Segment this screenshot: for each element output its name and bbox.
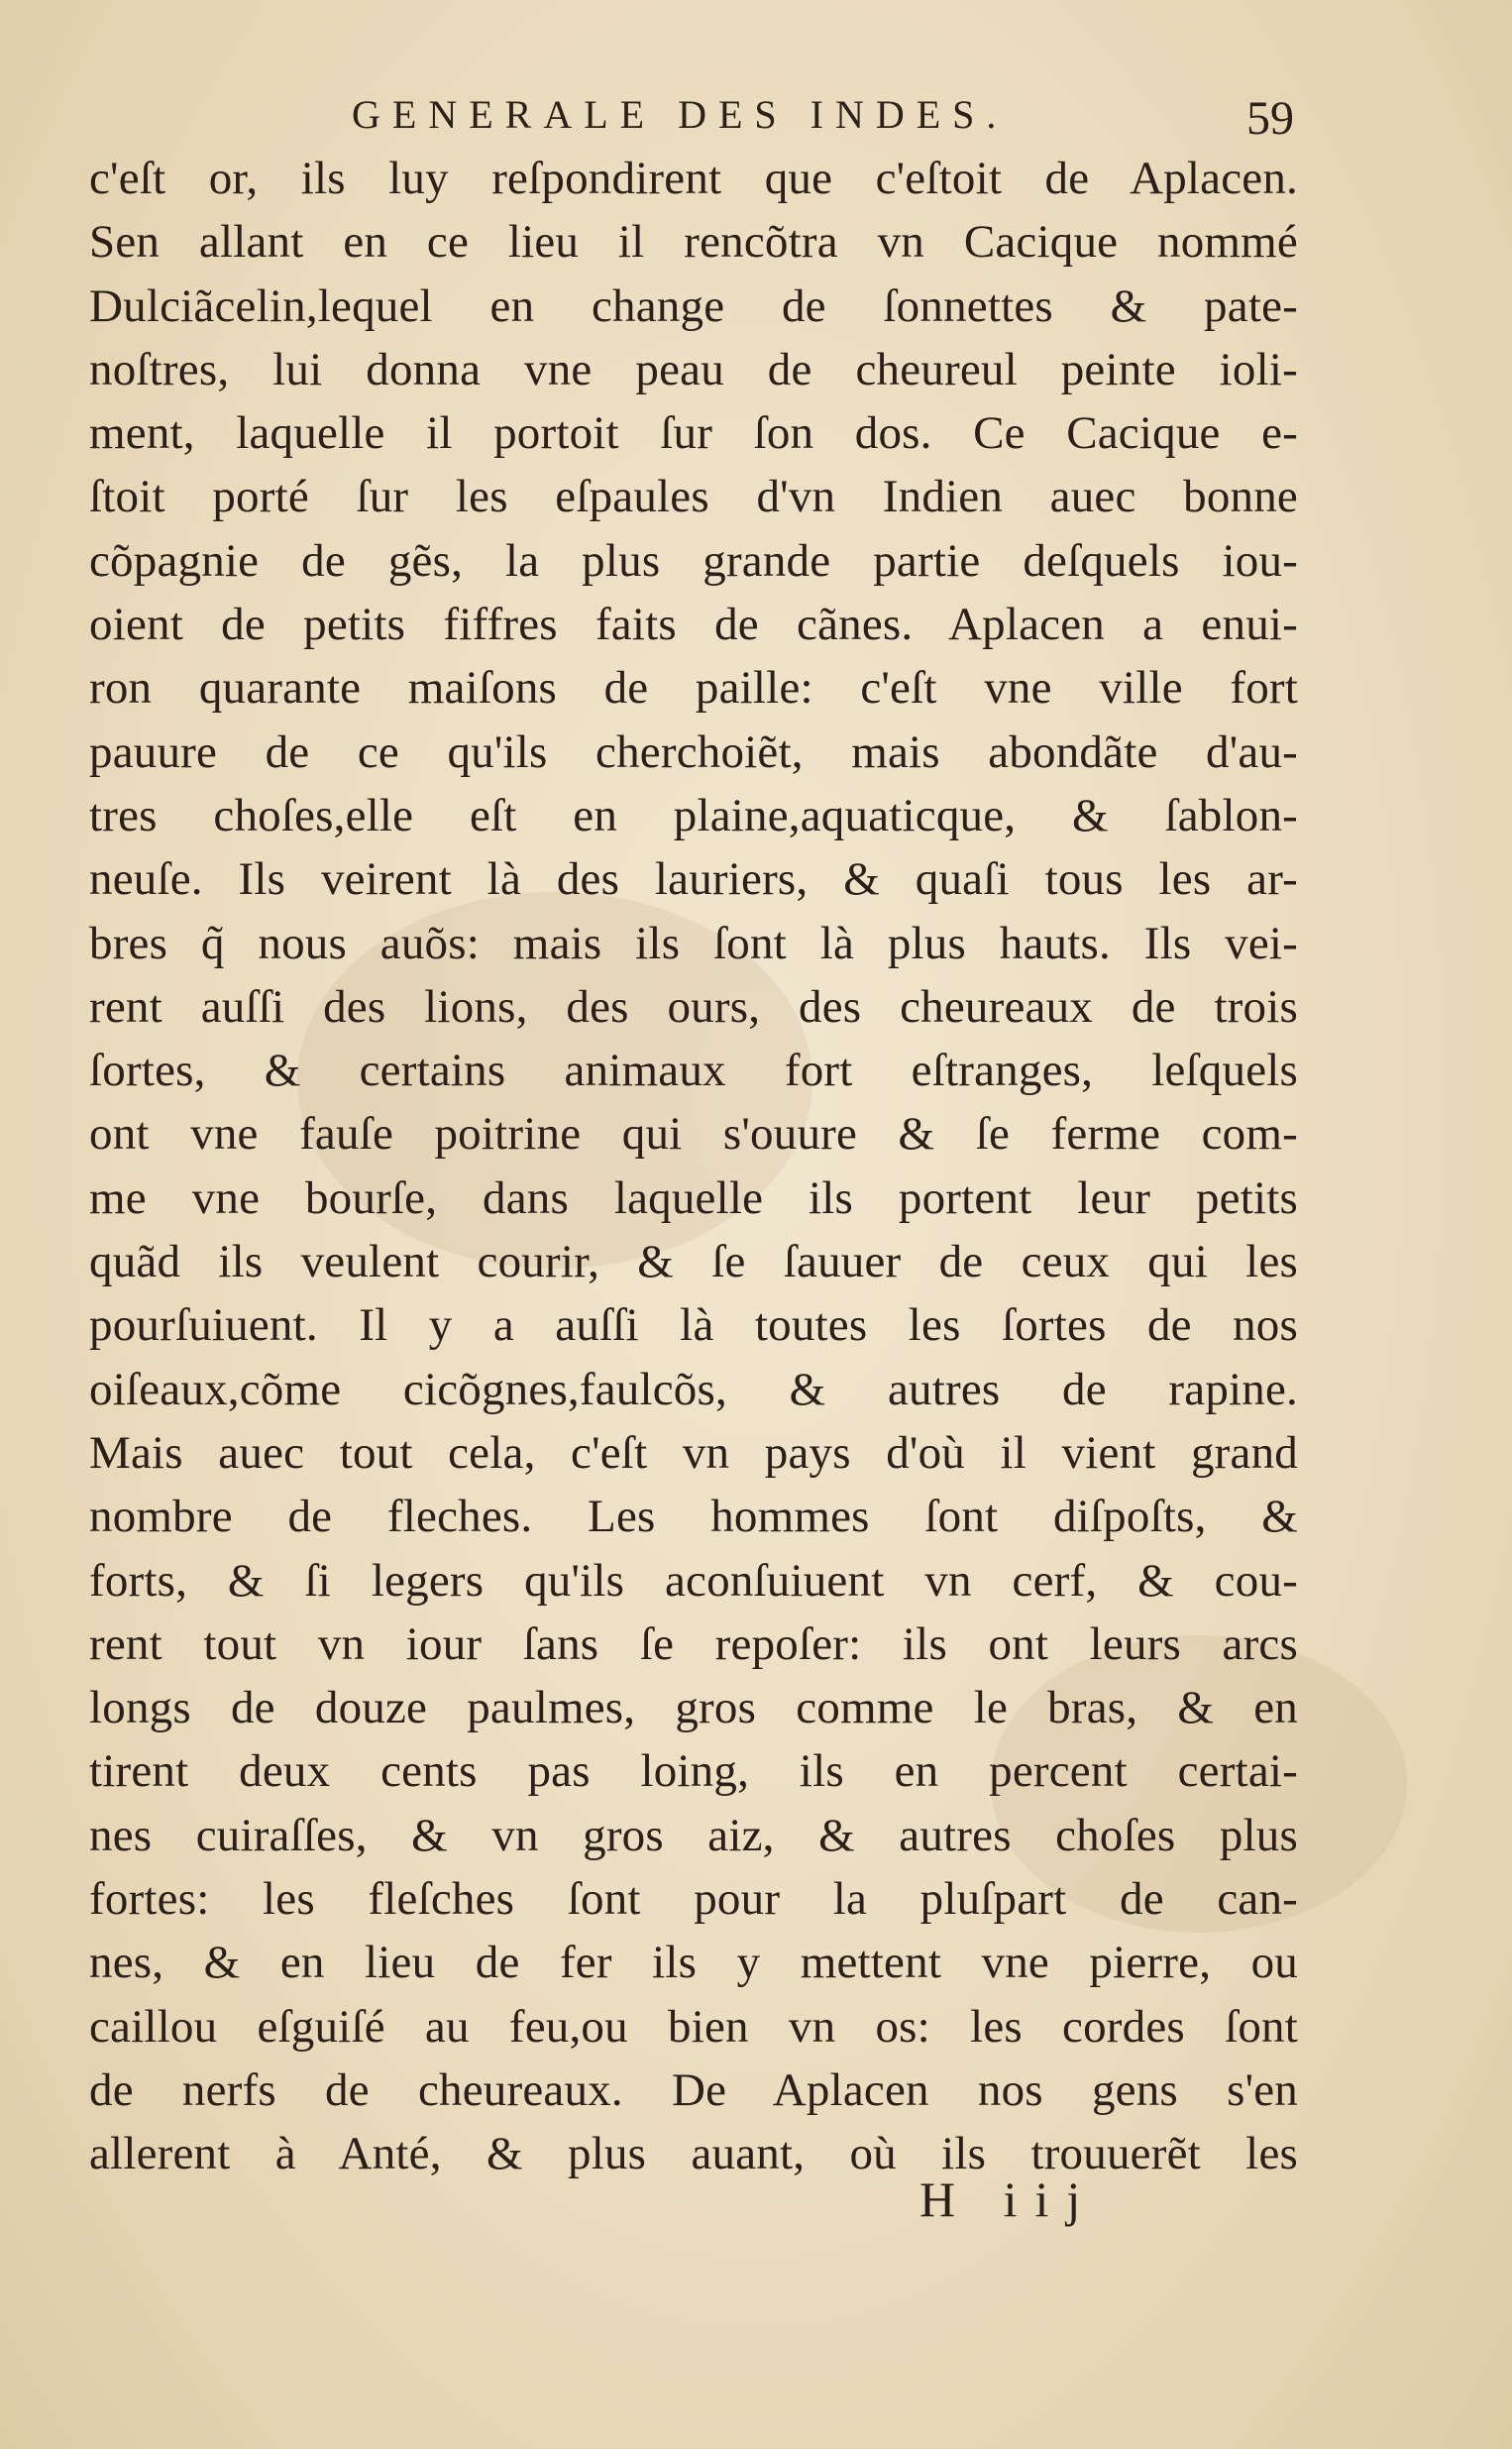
text-line: caillou eſguiſé au feu,ou bien vn os: les cordes ſont xyxy=(89,2000,1298,2053)
text-line: forts, & ſi legers qu'ils aconſuiuent vn cerf, & cou- xyxy=(89,1554,1298,1607)
text-line: tres choſes,elle eſt en plaine,aquaticque, & ſablon- xyxy=(89,789,1298,841)
text-line: nes cuiraſſes, & vn gros aiz, & autres choſes plus xyxy=(89,1809,1298,1861)
text-line: ont vne fauſe poitrine qui s'ouure & ſe ferme com- xyxy=(89,1108,1298,1161)
text-line: me vne bourſe, dans laquelle ils portent leur petits xyxy=(89,1171,1298,1224)
text-line: longs de douze paulmes, gros comme le bras, & en xyxy=(89,1682,1298,1734)
text-line: pourſuiuent. Il y a auſſi là toutes les ſortes de nos xyxy=(89,1299,1298,1352)
body-text xyxy=(89,147,1298,2186)
text-line: quãd ils veulent courir, & ſe ſauuer de ceux qui les xyxy=(89,1236,1298,1288)
text-line: nombre de fleches. Les hommes ſont diſpoſts, & xyxy=(89,1491,1298,1543)
page-number: 59 xyxy=(1246,92,1294,145)
text-line: fortes: les fleſches ſont pour la pluſpart de can- xyxy=(89,1873,1298,1926)
text-line: Sen allant en ce lieu il rencõtra vn Cacique nommé xyxy=(89,216,1298,269)
text-line: bres q̃ nous auõs: mais ils ſont là plus hauts. Ils vei- xyxy=(89,917,1298,969)
running-title: GENERALE DES INDES. xyxy=(352,92,1009,137)
text-line: rent auſſi des lions, des ours, des cheureaux de trois xyxy=(89,980,1298,1033)
text-line: Dulciãcelin,lequel en change de ſonnettes & pate- xyxy=(89,279,1298,332)
text-line: noſtres, lui donna vne peau de cheureul peinte ioli- xyxy=(89,343,1298,395)
text-line: rent tout vn iour ſans ſe repoſer: ils ont leurs arcs xyxy=(89,1617,1298,1670)
text-line: cõpagnie de gẽs, la plus grande partie deſquels iou- xyxy=(89,534,1298,587)
signature-mark: H iij xyxy=(919,2171,1099,2227)
text-line: c'eſt or, ils luy reſpondirent que c'eſtoit de Aplacen. xyxy=(89,153,1298,204)
text-line: ron quarante maiſons de paille: c'eſt vne ville fort xyxy=(89,662,1298,715)
text-line: oiſeaux,cõme cicõgnes,faulcõs, & autres de rapine. xyxy=(89,1363,1298,1415)
text-line: oient de petits fiffres faits de cãnes. Aplacen a enui- xyxy=(89,599,1298,651)
text-line: ment, laquelle il portoit ſur ſon dos. Ce Cacique e- xyxy=(89,407,1298,460)
text-line: ſortes, & certains animaux fort eſtranges, leſquels xyxy=(89,1045,1298,1097)
text-line: pauure de ce qu'ils cherchoiẽt, mais abondãte d'au- xyxy=(89,725,1298,778)
text-line: allerent à Anté, & plus auant, où ils trouuerẽt les xyxy=(89,2128,1298,2180)
text-line: de nerfs de cheureaux. De Aplacen nos gens s'en xyxy=(89,2063,1298,2116)
text-line: neuſe. Ils veirent là des lauriers, & quaſi tous les ar- xyxy=(89,853,1298,906)
text-line: ſtoit porté ſur les eſpaules d'vn Indien auec bonne xyxy=(89,471,1298,523)
text-line: nes, & en lieu de fer ils y mettent vne pierre, ou xyxy=(89,1937,1298,1989)
text-line: tirent deux cents pas loing, ils en percent certai- xyxy=(89,1745,1298,1798)
text-line: Mais auec tout cela, c'eſt vn pays d'où il vient grand xyxy=(89,1426,1298,1479)
